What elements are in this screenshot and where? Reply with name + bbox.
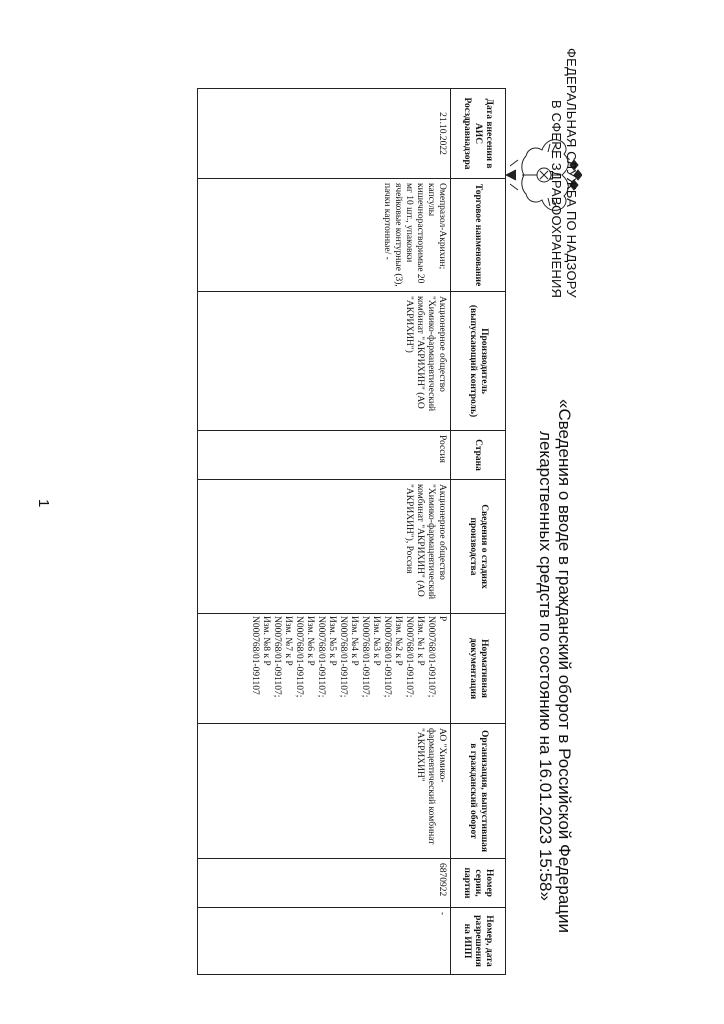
cell-series: 6870922 bbox=[198, 859, 451, 908]
normative-doc-line: N000768/01-091107; bbox=[360, 616, 370, 698]
agency-line-2: В СФЕРЕ ЗДРАВООХРАНЕНИЯ bbox=[549, 100, 564, 299]
normative-doc-line: Р bbox=[437, 616, 447, 622]
normative-doc-line: N000768/01-091107 bbox=[250, 616, 260, 695]
col-header-trade-name: Торговое наименование bbox=[451, 179, 506, 292]
normative-doc-line: Изм. №8 к Р bbox=[261, 616, 271, 666]
title-line-1: «Сведения о вводе в гражданский оборот в Российской Федерации bbox=[555, 398, 574, 934]
title-line-2: лекарственных средств по состоянию на 16.01.2023 15:58» bbox=[536, 431, 555, 901]
normative-doc-line: Изм. №2 к Р bbox=[393, 616, 403, 666]
cell-organization: АО "Химико-фармацевтический комбинат "АКРИХИН" bbox=[198, 724, 451, 859]
col-header-organization: Организация, выпустившая в гражданский оборот bbox=[451, 724, 506, 859]
col-header-date: Дата внесения в АИС Росздравнадзора bbox=[451, 89, 506, 179]
normative-doc-line: Изм. №5 к Р bbox=[327, 616, 337, 666]
normative-doc-line: N000768/01-091107; bbox=[426, 616, 436, 698]
table-row bbox=[198, 89, 451, 975]
cell-production-stages: Акционерное общество "Химико-фармацевтический комбинат "АКРИХИН" (АО "АКРИХИН"), Россия bbox=[198, 480, 451, 614]
col-header-production-stages: Сведения о стадиях производства bbox=[451, 480, 506, 614]
cell-normative-docs bbox=[198, 614, 451, 724]
col-header-manufacturer: Производитель (выпускающий контроль) bbox=[451, 292, 506, 431]
normative-doc-line: Изм. №3 к Р bbox=[371, 616, 381, 666]
registry-table bbox=[197, 88, 506, 975]
normative-doc-line: Изм. №6 к Р bbox=[305, 616, 315, 666]
normative-doc-line: N000768/01-091107; bbox=[272, 616, 282, 698]
normative-doc-line: N000768/01-091107; bbox=[338, 616, 348, 698]
cell-trade-name: Омепразол-Акрихин; капсулы кишечнорастворимые 20 мг 10 шт., упаковки ячейковые контурные (3), пачки картонные/ - bbox=[198, 179, 451, 292]
cell-country: Россия bbox=[198, 431, 451, 480]
normative-doc-line: N000768/01-091107; bbox=[404, 616, 414, 698]
col-header-permit: Номер, дата разрешения на ИПП bbox=[451, 908, 506, 975]
cell-permit: - bbox=[198, 908, 451, 975]
cell-manufacturer: Акционерное общество "Химико-фармацевтический комбинат "АКРИХИН" (АО "АКРИХИН") bbox=[198, 292, 451, 431]
normative-doc-line: N000768/01-091107; bbox=[316, 616, 326, 698]
document-title bbox=[536, 326, 574, 1006]
col-header-series: Номер серии, партии bbox=[451, 859, 506, 908]
normative-doc-line: Изм. №4 к Р bbox=[349, 616, 359, 666]
col-header-normative-docs: Нормативная документация bbox=[451, 614, 506, 724]
cell-date: 21.10.2022 bbox=[198, 89, 451, 179]
normative-doc-line: Изм. №7 к Р bbox=[283, 616, 293, 666]
normative-doc-line: N000768/01-091107; bbox=[382, 616, 392, 698]
agency-line-1: ФЕДЕРАЛЬНАЯ СЛУЖБА ПО НАДЗОРУ bbox=[564, 48, 579, 298]
normative-doc-line: N000768/01-091107; bbox=[294, 616, 304, 698]
col-header-country: Страна bbox=[451, 431, 506, 480]
normative-doc-line: Изм. №1 к Р bbox=[415, 616, 425, 666]
table-header-row bbox=[451, 89, 506, 975]
page-number: 1 bbox=[35, 499, 52, 508]
